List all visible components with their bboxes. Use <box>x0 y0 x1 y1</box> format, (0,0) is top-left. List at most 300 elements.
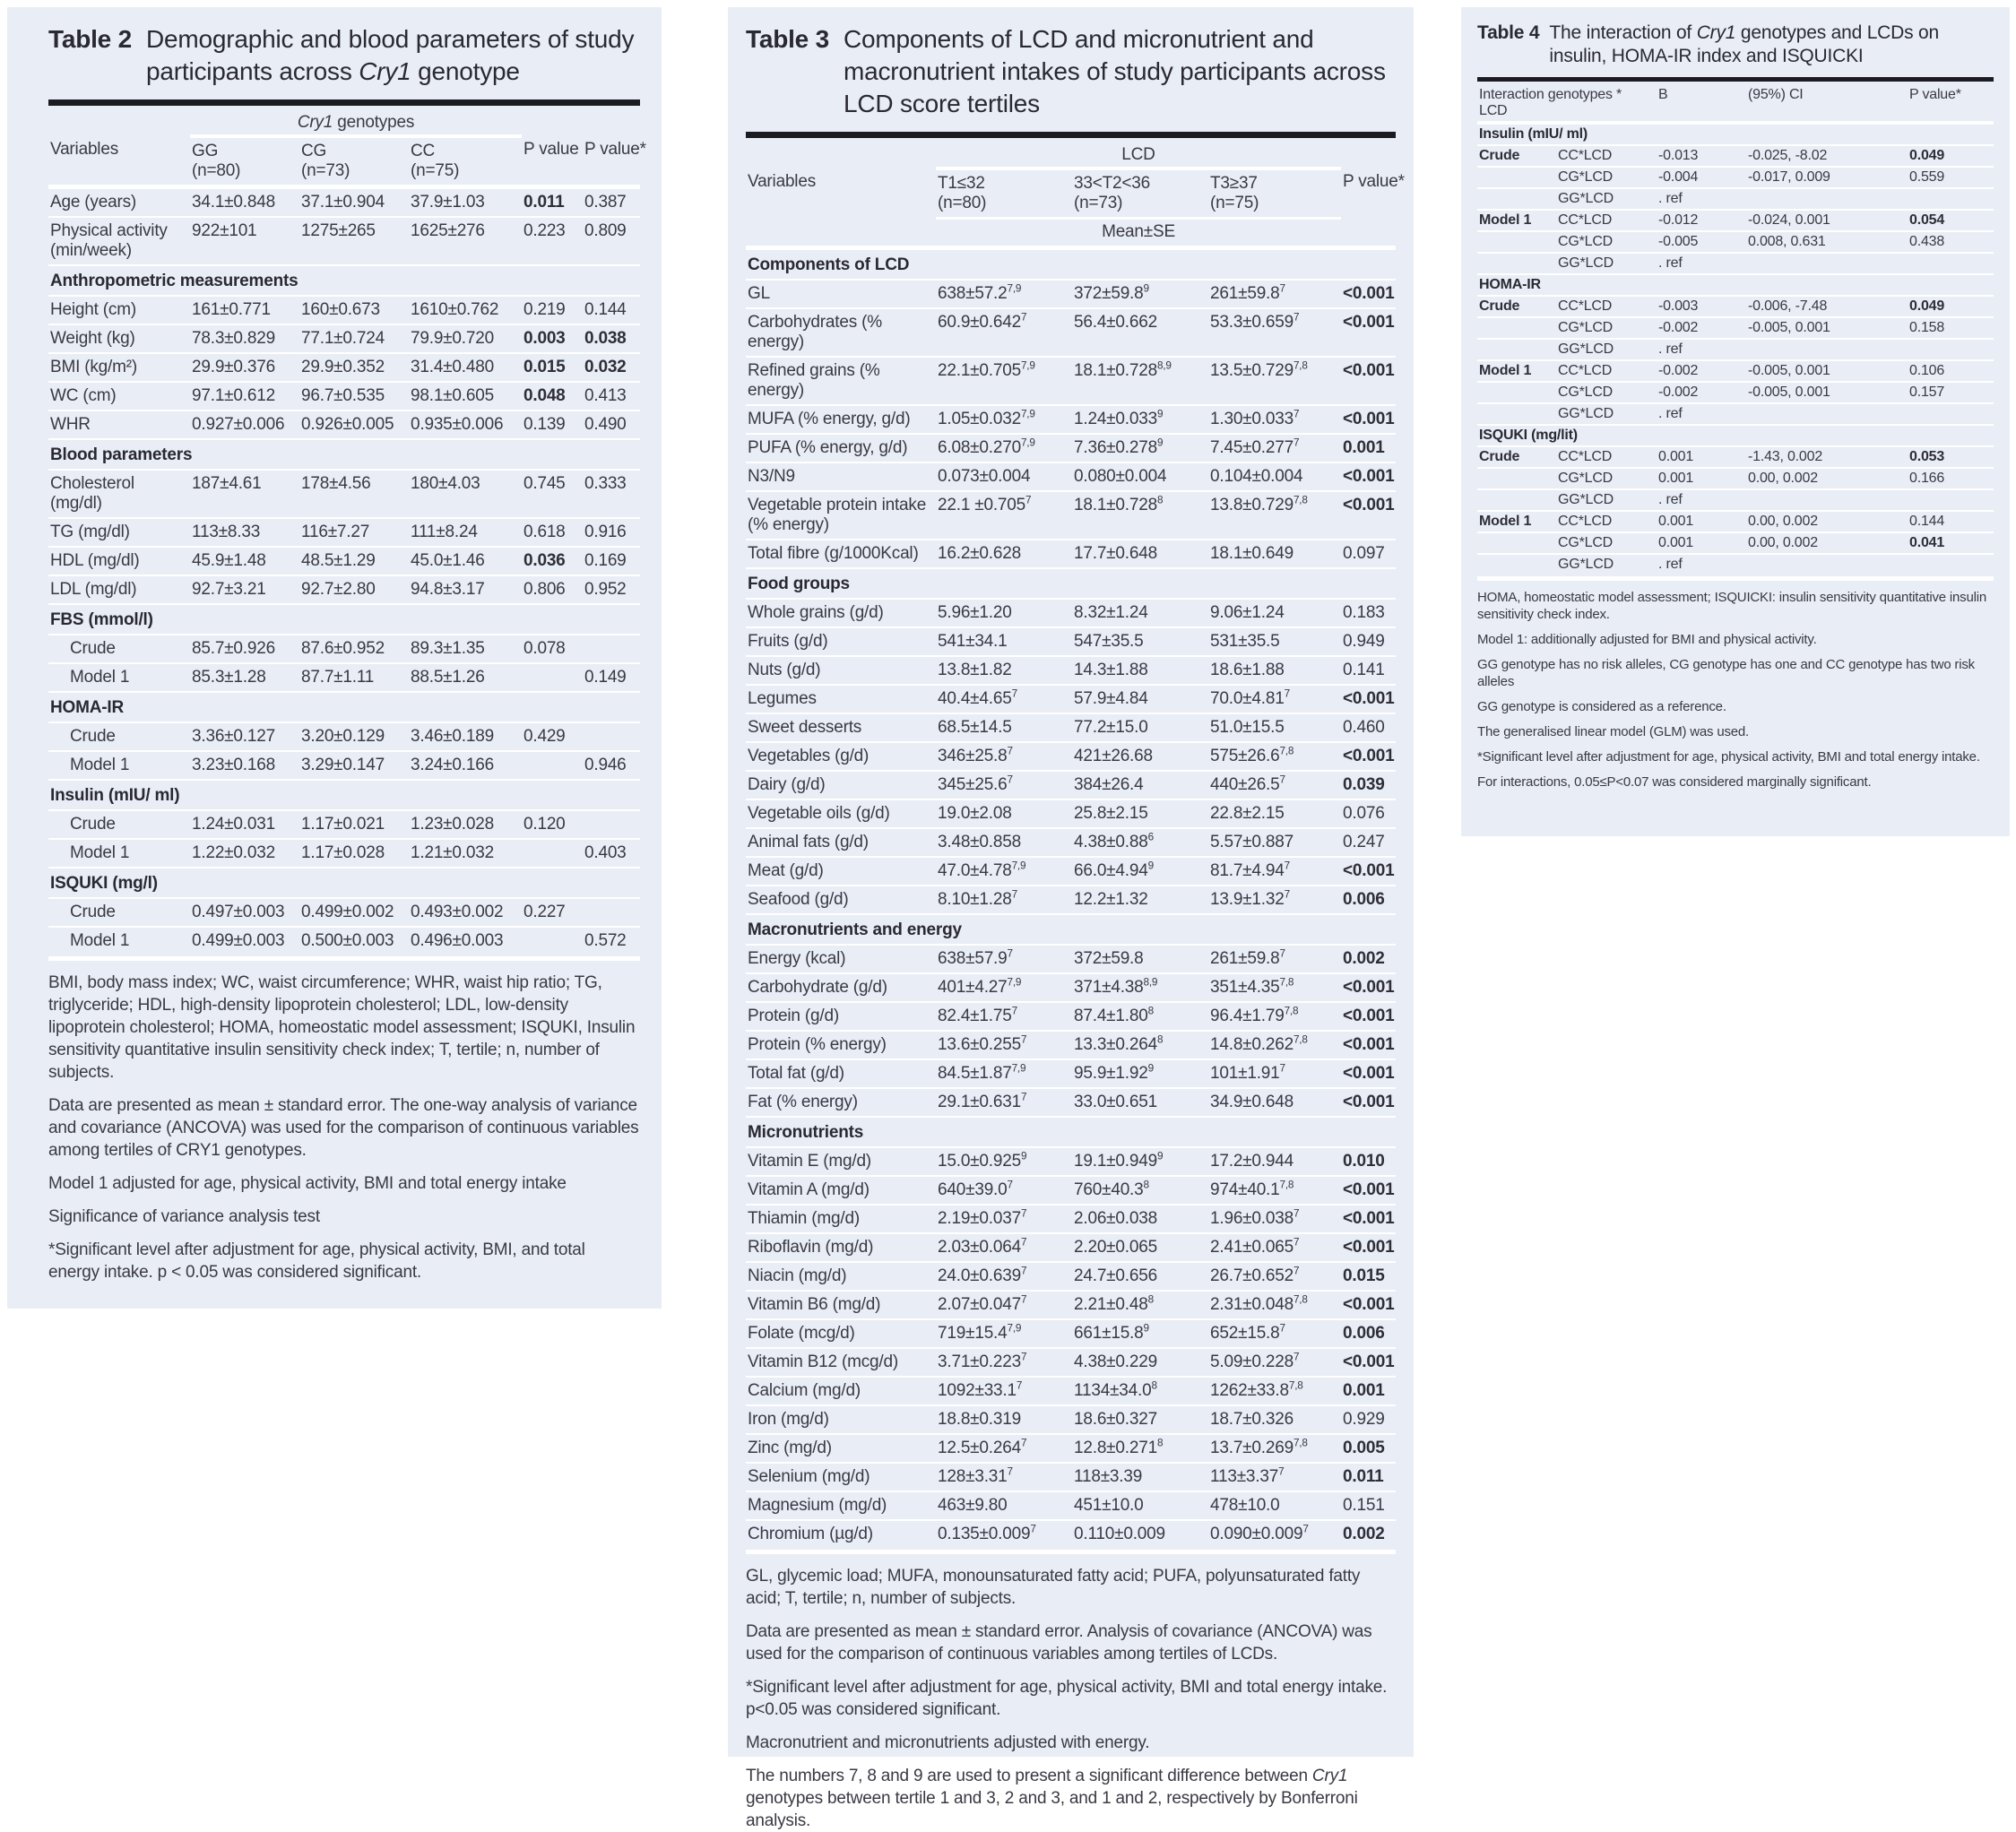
genotypes-span-header: Cry1 genotypes <box>190 109 522 136</box>
cell: $18.1\pm 0.728^{8,9}$ <box>1072 357 1208 405</box>
table-row <box>1477 210 1994 231</box>
footnote: Model 1 adjusted for age, physical activity, BMI and total energy intake <box>48 1174 567 1193</box>
cell: 0.219 <box>522 296 583 324</box>
meanse-label: Mean±SE <box>936 219 1341 248</box>
cell: 0.403 <box>583 839 640 868</box>
table2-title-text: Demographic and blood parameters of study participants across Cry1 genotype <box>146 25 635 85</box>
cell: <0.001 <box>1341 1031 1396 1059</box>
cell: 77.2±15.0 <box>1072 713 1208 742</box>
cell: 3.46±0.189 <box>409 722 522 751</box>
cell: $661\pm 15.8^9$ <box>1072 1319 1208 1348</box>
cell: 0.166 <box>1908 468 1994 489</box>
cell: 45.9±1.48 <box>190 547 299 575</box>
cell: 0.038 <box>583 324 640 353</box>
table-row <box>1477 317 1994 339</box>
cell: 9.06±1.24 <box>1208 599 1341 627</box>
cell: 0.00, 0.002 <box>1746 511 1908 532</box>
cell: 5.96±1.20 <box>936 599 1072 627</box>
cell <box>1477 382 1556 403</box>
table-row <box>1477 468 1994 489</box>
cell: <0.001 <box>1341 1348 1396 1377</box>
table-row <box>746 1262 1396 1291</box>
cell: Animal fats (g/d) <box>746 828 936 857</box>
cell: 3.24±0.166 <box>409 751 522 780</box>
cell: 18.6±0.327 <box>1072 1405 1208 1434</box>
cell: $12.8\pm 0.271^8$ <box>1072 1434 1208 1463</box>
cell: $371\pm 4.38^{8,9}$ <box>1072 973 1208 1002</box>
cell: $3.71\pm 0.223^7$ <box>936 1348 1072 1377</box>
cell: 16.2±0.628 <box>936 540 1072 568</box>
table-row <box>746 280 1396 308</box>
cell: 0.039 <box>1341 771 1396 799</box>
cell: $15.0\pm 0.925^9$ <box>936 1147 1072 1176</box>
cell: $1092\pm 33.1^7$ <box>936 1377 1072 1405</box>
table-row <box>746 1059 1396 1088</box>
col-t2: 33<T2<36 (n=73) <box>1072 169 1208 219</box>
title-rule <box>48 99 640 106</box>
table-row <box>48 217 640 265</box>
section-row <box>746 1117 1396 1147</box>
cell: -1.43, 0.002 <box>1746 446 1908 468</box>
cell: . ref <box>1657 253 1746 274</box>
table3-panel <box>728 7 1414 1830</box>
cell: $22.1\pm 0.705^{7,9}$ <box>936 357 1072 405</box>
cell: 0.806 <box>522 575 583 604</box>
cell: 17.2±0.944 <box>1208 1147 1341 1176</box>
cell: -0.024, 0.001 <box>1746 210 1908 231</box>
cell: 541±34.1 <box>936 627 1072 656</box>
cell: 0.935±0.006 <box>409 410 522 439</box>
cell: Whole grains (g/d) <box>746 599 936 627</box>
cell: Refined grains (% energy) <box>746 357 936 405</box>
cell: 3.48±0.858 <box>936 828 1072 857</box>
cell: $0.135\pm 0.009^7$ <box>936 1520 1072 1548</box>
cell: <0.001 <box>1341 280 1396 308</box>
cell <box>1477 253 1556 274</box>
cell: $638\pm 57.2^{7,9}$ <box>936 280 1072 308</box>
cell <box>522 751 583 780</box>
cell: . ref <box>1657 554 1746 575</box>
cell: 0.076 <box>1341 799 1396 828</box>
cell: 0.183 <box>1341 599 1396 627</box>
cell: 22.8±2.15 <box>1208 799 1341 828</box>
cell: 0.053 <box>1908 446 1994 468</box>
cell: 160±0.673 <box>299 296 409 324</box>
cell: -0.025, -8.02 <box>1746 145 1908 167</box>
cell <box>1908 339 1994 360</box>
cell: $2.03\pm 0.064^7$ <box>936 1233 1072 1262</box>
col-cg: CG (n=73) <box>299 136 409 187</box>
table-row <box>746 771 1396 799</box>
cell <box>1477 188 1556 210</box>
cell: 0.929 <box>1341 1405 1396 1434</box>
table-row <box>1477 296 1994 317</box>
cell <box>1746 403 1908 425</box>
cell: 0.110±0.009 <box>1072 1520 1208 1548</box>
table-row <box>48 324 640 353</box>
table-row <box>746 857 1396 886</box>
cell: $96.4\pm 1.79^{7,8}$ <box>1208 1002 1341 1031</box>
cell: 0.572 <box>583 927 640 955</box>
cell: $13.3\pm 0.264^8$ <box>1072 1031 1208 1059</box>
table-row <box>1477 231 1994 253</box>
cell: $1262\pm 33.8^{7,8}$ <box>1208 1377 1341 1405</box>
cell: 88.5±1.26 <box>409 663 522 692</box>
table-row <box>746 491 1396 540</box>
cell: $81.7\pm 4.94^7$ <box>1208 857 1341 886</box>
cell: 25.8±2.15 <box>1072 799 1208 828</box>
cell: 1.17±0.028 <box>299 839 409 868</box>
cell: MUFA (% energy, g/d) <box>746 405 936 434</box>
cell: 0.106 <box>1908 360 1994 382</box>
table3-header <box>746 142 1405 248</box>
cell: <0.001 <box>1341 1002 1396 1031</box>
cell: CC*LCD <box>1556 210 1657 231</box>
cell: 478±10.0 <box>1208 1491 1341 1520</box>
cell: CC*LCD <box>1556 446 1657 468</box>
footnote: The numbers 7, 8 and 9 are used to present a significant difference between Cry1 genotypes between tertile 1 and 3, 2 and 3, and 1 and 2, respectively by Bonferroni analysis. <box>746 1767 1358 1830</box>
cell: 0.078 <box>522 635 583 663</box>
cell: Protein (g/d) <box>746 1002 936 1031</box>
table3-footnotes <box>746 1550 1396 1832</box>
table-row <box>746 357 1396 405</box>
table-row <box>48 187 640 218</box>
cell: Vitamin B6 (mg/d) <box>746 1291 936 1319</box>
cell: 0.011 <box>1341 1463 1396 1491</box>
cell: $351\pm 4.35^{7,8}$ <box>1208 973 1341 1002</box>
col-variables: Variables <box>748 172 816 191</box>
cell: 0.002 <box>1341 1520 1396 1548</box>
cell: 421±26.68 <box>1072 742 1208 771</box>
cell: 463±9.80 <box>936 1491 1072 1520</box>
cell: $47.0\pm 4.78^{7,9}$ <box>936 857 1072 886</box>
table-row <box>746 599 1396 627</box>
cell: 18.7±0.326 <box>1208 1405 1341 1434</box>
cell: 0.169 <box>583 547 640 575</box>
cell: <0.001 <box>1341 405 1396 434</box>
cell: $13.5\pm 0.729^{7,8}$ <box>1208 357 1341 405</box>
cell: 0.120 <box>522 810 583 839</box>
cell: Vitamin E (mg/d) <box>746 1147 936 1176</box>
cell: Magnesium (mg/d) <box>746 1491 936 1520</box>
cell: Fat (% energy) <box>746 1088 936 1117</box>
cell: Dairy (g/d) <box>746 771 936 799</box>
cell: GG*LCD <box>1556 554 1657 575</box>
cell: 0.032 <box>583 353 640 382</box>
cell: -0.006, -7.48 <box>1746 296 1908 317</box>
table-row <box>48 663 640 692</box>
cell: 0.223 <box>522 217 583 265</box>
cell: Total fibre (g/1000Kcal) <box>746 540 936 568</box>
cell: $8.10\pm 1.28^7$ <box>936 886 1072 914</box>
cell: $12.5\pm 0.264^7$ <box>936 1434 1072 1463</box>
table-row <box>48 296 640 324</box>
cell: Vegetable protein intake (% energy) <box>746 491 936 540</box>
footnote: Macronutrient and micronutrients adjusted with energy. <box>746 1733 1150 1752</box>
table3-title-text: Components of LCD and micronutrient and macronutrient intakes of study participants across LCD score tertiles <box>844 25 1386 117</box>
cell: Vegetable oils (g/d) <box>746 799 936 828</box>
cell: $719\pm 15.4^{7,9}$ <box>936 1319 1072 1348</box>
cell: Age (years) <box>50 193 137 212</box>
table-row <box>1477 446 1994 468</box>
cell: $652\pm 15.8^7$ <box>1208 1319 1341 1348</box>
cell: 4.38±0.229 <box>1072 1348 1208 1377</box>
cell: 0.493±0.002 <box>409 898 522 927</box>
cell: 92.7±3.21 <box>190 575 299 604</box>
cell: 0.139 <box>522 410 583 439</box>
table-row <box>48 470 640 518</box>
cell: $18.1\pm 0.728^8$ <box>1072 491 1208 540</box>
cell: -0.005, 0.001 <box>1746 382 1908 403</box>
cell: 0.015 <box>1341 1262 1396 1291</box>
column-header-row <box>1477 85 1994 123</box>
cell <box>1477 339 1556 360</box>
cell: $638\pm 57.9^7$ <box>936 945 1072 973</box>
cell: 0.559 <box>1908 167 1994 188</box>
cell: 0.00, 0.002 <box>1746 468 1908 489</box>
cell: 2.20±0.065 <box>1072 1233 1208 1262</box>
cell: 92.7±2.80 <box>299 575 409 604</box>
cell <box>1477 532 1556 554</box>
col-interaction: Interaction genotypes * LCD <box>1477 85 1657 123</box>
cell: 0.151 <box>1341 1491 1396 1520</box>
cell: Model 1 <box>48 751 190 780</box>
cell: 0.049 <box>1908 296 1994 317</box>
cell <box>1477 167 1556 188</box>
cell: GG*LCD <box>1556 403 1657 425</box>
cell: Crude <box>48 635 190 663</box>
cell: 178±4.56 <box>299 470 409 518</box>
table-row <box>1477 403 1994 425</box>
cell: Model 1 <box>48 927 190 955</box>
cell: 0.005 <box>1341 1434 1396 1463</box>
cell <box>522 839 583 868</box>
cell: -0.012 <box>1657 210 1746 231</box>
cell: Vitamin A (mg/d) <box>746 1176 936 1205</box>
cell: Legumes <box>746 685 936 713</box>
cell: 0.413 <box>583 382 640 410</box>
cell: 0.926±0.005 <box>299 410 409 439</box>
cell: -0.002 <box>1657 382 1746 403</box>
cell: $70.0\pm 4.81^7$ <box>1208 685 1341 713</box>
col-pvalue-adj: P value* <box>1343 172 1405 191</box>
cell: CG*LCD <box>1556 468 1657 489</box>
cell: $345\pm 25.6^7$ <box>936 771 1072 799</box>
cell: 922±101 <box>190 217 299 265</box>
section-label: HOMA-IR <box>48 692 640 722</box>
cell: $760\pm 40.3^8$ <box>1072 1176 1208 1205</box>
cell: GG*LCD <box>1556 188 1657 210</box>
cell: 87.7±1.11 <box>299 663 409 692</box>
section-label: Micronutrients <box>746 1117 1396 1147</box>
cell: 0.499±0.003 <box>190 927 299 955</box>
cell: 0.001 <box>1341 1377 1396 1405</box>
cell: 0.002 <box>1341 945 1396 973</box>
cell: GG*LCD <box>1556 489 1657 511</box>
cell: 0.158 <box>1908 317 1994 339</box>
cell: Riboflavin (mg/d) <box>746 1233 936 1262</box>
cell: 0.001 <box>1657 511 1746 532</box>
cell: 68.5±14.5 <box>936 713 1072 742</box>
col-t3: T3≥37 (n=75) <box>1208 169 1341 219</box>
cell: 1.24±0.031 <box>190 810 299 839</box>
table-row <box>1477 511 1994 532</box>
cell: 0.104±0.004 <box>1208 462 1341 491</box>
cell: 37.9±1.03 <box>411 193 485 212</box>
cell: $261\pm 59.8^7$ <box>1208 945 1341 973</box>
column-header-row <box>48 136 640 187</box>
cell: 384±26.4 <box>1072 771 1208 799</box>
cell: Folate (mcg/d) <box>746 1319 936 1348</box>
table2-header <box>48 109 646 187</box>
section-row <box>1477 274 1994 296</box>
cell: . ref <box>1657 489 1746 511</box>
cell: 0.001 <box>1657 468 1746 489</box>
cell: -0.005 <box>1657 231 1746 253</box>
table2-footnotes <box>48 956 640 1283</box>
table2 <box>48 109 646 955</box>
cell: 0.008, 0.631 <box>1746 231 1908 253</box>
cell: CG*LCD <box>1556 532 1657 554</box>
cell: Model 1 <box>1477 210 1556 231</box>
col-cc: CC (n=75) <box>409 136 522 187</box>
column-header-row <box>746 169 1396 219</box>
cell: 1.22±0.032 <box>190 839 299 868</box>
cell: LDL (mg/dl) <box>48 575 190 604</box>
cell: 0.247 <box>1341 828 1396 857</box>
cell: 0.011 <box>523 193 565 212</box>
col-ci: (95%) CI <box>1746 85 1908 123</box>
cell <box>1746 554 1908 575</box>
cell: <0.001 <box>1341 462 1396 491</box>
section-label: FBS (mmol/l) <box>48 604 640 635</box>
cell: GG*LCD <box>1556 339 1657 360</box>
cell: 2.06±0.038 <box>1072 1205 1208 1233</box>
cell: $13.6\pm 0.255^7$ <box>936 1031 1072 1059</box>
table-row <box>746 685 1396 713</box>
cell: 0.227 <box>522 898 583 927</box>
cell: -0.003 <box>1657 296 1746 317</box>
cell <box>1477 231 1556 253</box>
cell: $401\pm 4.27^{7,9}$ <box>936 973 1072 1002</box>
table-row <box>48 635 640 663</box>
cell: $113\pm 3.37^7$ <box>1208 1463 1341 1491</box>
footnote: BMI, body mass index; WC, waist circumference; WHR, waist hip ratio; TG, triglyceride; HDL, high-density lipoprotein cholesterol; LDL, low-density lipoprotein cholesterol; HOMA, homeostatic model assessment; ISQUKI, Insulin sensitivity quantitative insulin sensitivity check index; T, tertile; n, number of subjects. <box>48 973 636 1082</box>
cell: <0.001 <box>1341 357 1396 405</box>
cell: 3.23±0.168 <box>190 751 299 780</box>
cell: 85.7±0.926 <box>190 635 299 663</box>
cell: 187±4.61 <box>190 470 299 518</box>
cell <box>1746 188 1908 210</box>
cell: . ref <box>1657 339 1746 360</box>
section-label: ISQUKI (mg/lit) <box>1477 425 1994 446</box>
cell: 3.36±0.127 <box>190 722 299 751</box>
cell: Crude <box>1477 446 1556 468</box>
table-row <box>48 518 640 547</box>
cell: $575\pm 26.6^{7,8}$ <box>1208 742 1341 771</box>
section-label: Insulin (mIU/ ml) <box>1479 126 1588 142</box>
footnote: Model 1: additionally adjusted for BMI and physical activity. <box>1477 632 1817 647</box>
cell: 0.949 <box>1341 627 1396 656</box>
cell: Vitamin B12 (mcg/d) <box>746 1348 936 1377</box>
footnote: For interactions, 0.05≤P<0.07 was considered marginally significant. <box>1477 774 1872 790</box>
cell: Height (cm) <box>48 296 190 324</box>
cell: 161±0.771 <box>190 296 299 324</box>
col-variables: Variables <box>48 136 190 187</box>
cell: $346\pm 25.8^7$ <box>936 742 1072 771</box>
cell: 1625±276 <box>409 217 522 265</box>
table-row <box>746 627 1396 656</box>
cell: Protein (% energy) <box>746 1031 936 1059</box>
cell: 372±59.8 <box>1072 945 1208 973</box>
cell: 0.809 <box>583 217 640 265</box>
cell: 0.490 <box>583 410 640 439</box>
cell: 8.32±1.24 <box>1072 599 1208 627</box>
section-row <box>48 780 640 810</box>
table-row <box>48 751 640 780</box>
cell <box>1908 188 1994 210</box>
col-t1: T1≤32 (n=80) <box>936 169 1072 219</box>
cell: Model 1 <box>1477 360 1556 382</box>
table-row <box>746 434 1396 462</box>
cell: 0.952 <box>583 575 640 604</box>
cell: $6.08\pm 0.270^{7,9}$ <box>936 434 1072 462</box>
cell: 0.049 <box>1908 145 1994 167</box>
cell: 3.29±0.147 <box>299 751 409 780</box>
section-row <box>48 265 640 296</box>
cell: 96.7±0.535 <box>299 382 409 410</box>
section-label: ISQUKI (mg/l) <box>48 868 640 898</box>
section-label: Food groups <box>746 568 1396 599</box>
cell: $19.1\pm 0.949^9$ <box>1072 1147 1208 1176</box>
cell: 0.144 <box>583 296 640 324</box>
table2-panel <box>7 7 662 1309</box>
table-row <box>48 898 640 927</box>
table-row <box>48 810 640 839</box>
cell: 0.041 <box>1908 532 1994 554</box>
cell: 116±7.27 <box>299 518 409 547</box>
cell: $1134\pm 34.0^8$ <box>1072 1377 1208 1405</box>
cell: 0.499±0.002 <box>299 898 409 927</box>
cell <box>1908 554 1994 575</box>
table-row <box>746 828 1396 857</box>
cell: $26.7\pm 0.652^7$ <box>1208 1262 1341 1291</box>
table-row <box>48 547 640 575</box>
table-row <box>746 1377 1396 1405</box>
table-row <box>746 1233 1396 1262</box>
cell: $14.8\pm 0.262^{7,8}$ <box>1208 1031 1341 1059</box>
cell: 1.17±0.021 <box>299 810 409 839</box>
cell: $2.31\pm 0.048^{7,8}$ <box>1208 1291 1341 1319</box>
table-row <box>746 1319 1396 1348</box>
table-row <box>746 540 1396 568</box>
table-row <box>746 1088 1396 1117</box>
cell: Energy (kcal) <box>746 945 936 973</box>
cell: $1.05\pm 0.032^{7,9}$ <box>936 405 1072 434</box>
footnote: The generalised linear model (GLM) was used. <box>1477 724 1750 739</box>
cell: 0.073±0.004 <box>936 462 1072 491</box>
cell: 51.0±15.5 <box>1208 713 1341 742</box>
cell: 0.946 <box>583 751 640 780</box>
cell: PUFA (% energy, g/d) <box>746 434 936 462</box>
cell: 57.9±4.84 <box>1072 685 1208 713</box>
table-row <box>1477 360 1994 382</box>
footnote: Data are presented as mean ± standard error. The one-way analysis of variance and covariance (ANCOVA) was used for the comparison of continuous variables among tertiles of CRY1 genotypes. <box>48 1096 639 1160</box>
cell: <0.001 <box>1341 1233 1396 1262</box>
cell: 13.8±1.82 <box>936 656 1072 685</box>
table3 <box>746 142 1405 1548</box>
footnote: *Significant level after adjustment for age, physical activity, BMI and total energy intake. p<0.05 was considered significant. <box>746 1678 1388 1719</box>
